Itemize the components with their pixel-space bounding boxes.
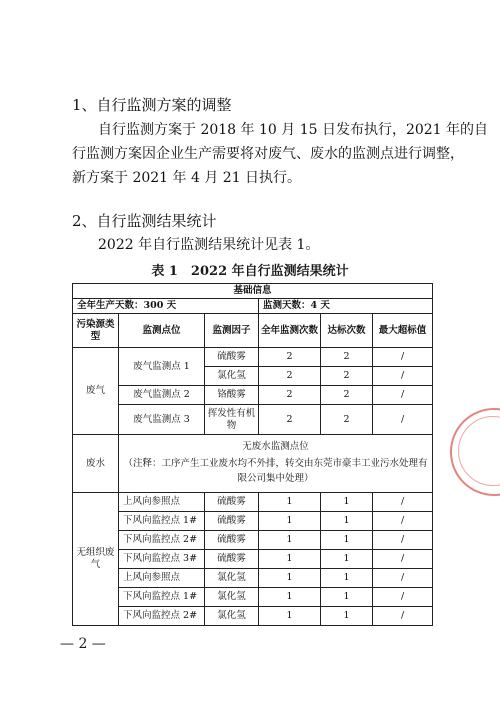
fugitive-pass: 1 xyxy=(321,512,373,531)
fugitive-point: 上风向参照点 xyxy=(119,569,205,588)
fugitive-pass: 1 xyxy=(321,569,373,588)
header-point: 监测点位 xyxy=(119,314,205,348)
header-type: 污染源类型 xyxy=(73,314,119,348)
table-row xyxy=(73,607,433,626)
fugitive-pass: 1 xyxy=(321,531,373,550)
section1-heading: 1、自行监测方案的调整 xyxy=(72,96,232,114)
water-line-2: （注释：工序产生工业废水均不外排，转交由东莞市豪丰工业污水处理有限公司集中处理） xyxy=(123,458,428,484)
red-seal-stamp xyxy=(450,408,500,496)
info-title: 基础信息 xyxy=(73,284,433,299)
fugitive-times: 1 xyxy=(259,512,321,531)
fugitive-times: 1 xyxy=(259,550,321,569)
gas-max: / xyxy=(373,405,433,435)
table-row xyxy=(73,588,433,607)
fugitive-max: / xyxy=(373,588,433,607)
table-row xyxy=(73,531,433,550)
gas-times: 2 xyxy=(259,405,321,435)
fugitive-times: 1 xyxy=(259,569,321,588)
fugitive-times: 1 xyxy=(259,493,321,512)
gas-factor: 氯化氢 xyxy=(205,367,259,386)
header-pass: 达标次数 xyxy=(321,314,373,348)
gas-max: / xyxy=(373,348,433,367)
fugitive-max: / xyxy=(373,493,433,512)
water-note xyxy=(119,435,433,493)
table-row xyxy=(73,348,433,367)
fugitive-factor: 氯化氢 xyxy=(205,607,259,626)
fugitive-point: 下风向监控点 1# xyxy=(119,588,205,607)
fugitive-factor: 硫酸雾 xyxy=(205,531,259,550)
table-row xyxy=(73,512,433,531)
page-number: — 2 — xyxy=(60,636,106,652)
fugitive-factor: 氯化氢 xyxy=(205,588,259,607)
gas-type: 废气 xyxy=(73,348,119,435)
water-type: 废水 xyxy=(73,435,119,493)
fugitive-max: / xyxy=(373,550,433,569)
gas-times: 2 xyxy=(259,386,321,405)
section1-line-2: 行监测方案因企业生产需要将对废气、废水的监测点进行调整， xyxy=(72,146,464,162)
fugitive-pass: 1 xyxy=(321,550,373,569)
gas-factor: 铬酸雾 xyxy=(205,386,259,405)
fugitive-pass: 1 xyxy=(321,493,373,512)
gas-point-2: 废气监测点 2 xyxy=(119,386,205,405)
gas-factor: 硫酸雾 xyxy=(205,348,259,367)
fugitive-times: 1 xyxy=(259,607,321,626)
fugitive-point: 下风向监控点 2# xyxy=(119,607,205,626)
section2-heading: 2、自行监测结果统计 xyxy=(72,212,217,230)
water-line-1: 无废水监测点位 xyxy=(242,441,309,452)
gas-max: / xyxy=(373,367,433,386)
header-factor: 监测因子 xyxy=(205,314,259,348)
gas-max: / xyxy=(373,386,433,405)
results-table xyxy=(72,283,433,626)
fugitive-pass: 1 xyxy=(321,588,373,607)
table-row xyxy=(73,435,433,493)
fugitive-point: 下风向监控点 3# xyxy=(119,550,205,569)
table-row xyxy=(73,550,433,569)
gas-pass: 2 xyxy=(321,386,373,405)
gas-pass: 2 xyxy=(321,405,373,435)
table-caption: 表 1 2022 年自行监测结果统计 xyxy=(151,264,349,279)
gas-point-1: 废气监测点 1 xyxy=(119,348,205,386)
gas-point-3: 废气监测点 3 xyxy=(119,405,205,435)
fugitive-times: 1 xyxy=(259,588,321,607)
gas-pass: 2 xyxy=(321,367,373,386)
gas-pass: 2 xyxy=(321,348,373,367)
table-row xyxy=(73,386,433,405)
fugitive-factor: 硫酸雾 xyxy=(205,550,259,569)
fugitive-point: 下风向监控点 2# xyxy=(119,531,205,550)
production-days: 全年生产天数：300 天 xyxy=(73,299,259,314)
fugitive-factor: 硫酸雾 xyxy=(205,512,259,531)
fugitive-max: / xyxy=(373,607,433,626)
fugitive-pass: 1 xyxy=(321,607,373,626)
fugitive-max: / xyxy=(373,531,433,550)
header-max: 最大超标值 xyxy=(373,314,433,348)
section2-intro: 2022 年自行监测结果统计见表 1。 xyxy=(98,237,320,253)
gas-times: 2 xyxy=(259,367,321,386)
fugitive-factor: 硫酸雾 xyxy=(205,493,259,512)
fugitive-times: 1 xyxy=(259,531,321,550)
fugitive-max: / xyxy=(373,512,433,531)
gas-times: 2 xyxy=(259,348,321,367)
table-row xyxy=(73,569,433,588)
table-row xyxy=(73,405,433,435)
fugitive-point: 下风向监控点 1# xyxy=(119,512,205,531)
monitoring-days: 监测天数：4 天 xyxy=(259,299,433,314)
seal-inner-ring xyxy=(458,416,500,486)
table-row xyxy=(73,493,433,512)
section1-line-3: 新方案于 2021 年 4 月 21 日执行。 xyxy=(72,170,302,186)
fugitive-type: 无组织废气 xyxy=(73,493,119,626)
header-times: 全年监测次数 xyxy=(259,314,321,348)
section1-line-1: 自行监测方案于 2018 年 10 月 15 日发布执行，2021 年的自 xyxy=(98,122,489,138)
fugitive-factor: 氯化氢 xyxy=(205,569,259,588)
gas-factor: 挥发性有机物 xyxy=(205,405,259,435)
fugitive-max: / xyxy=(373,569,433,588)
fugitive-point: 上风向参照点 xyxy=(119,493,205,512)
